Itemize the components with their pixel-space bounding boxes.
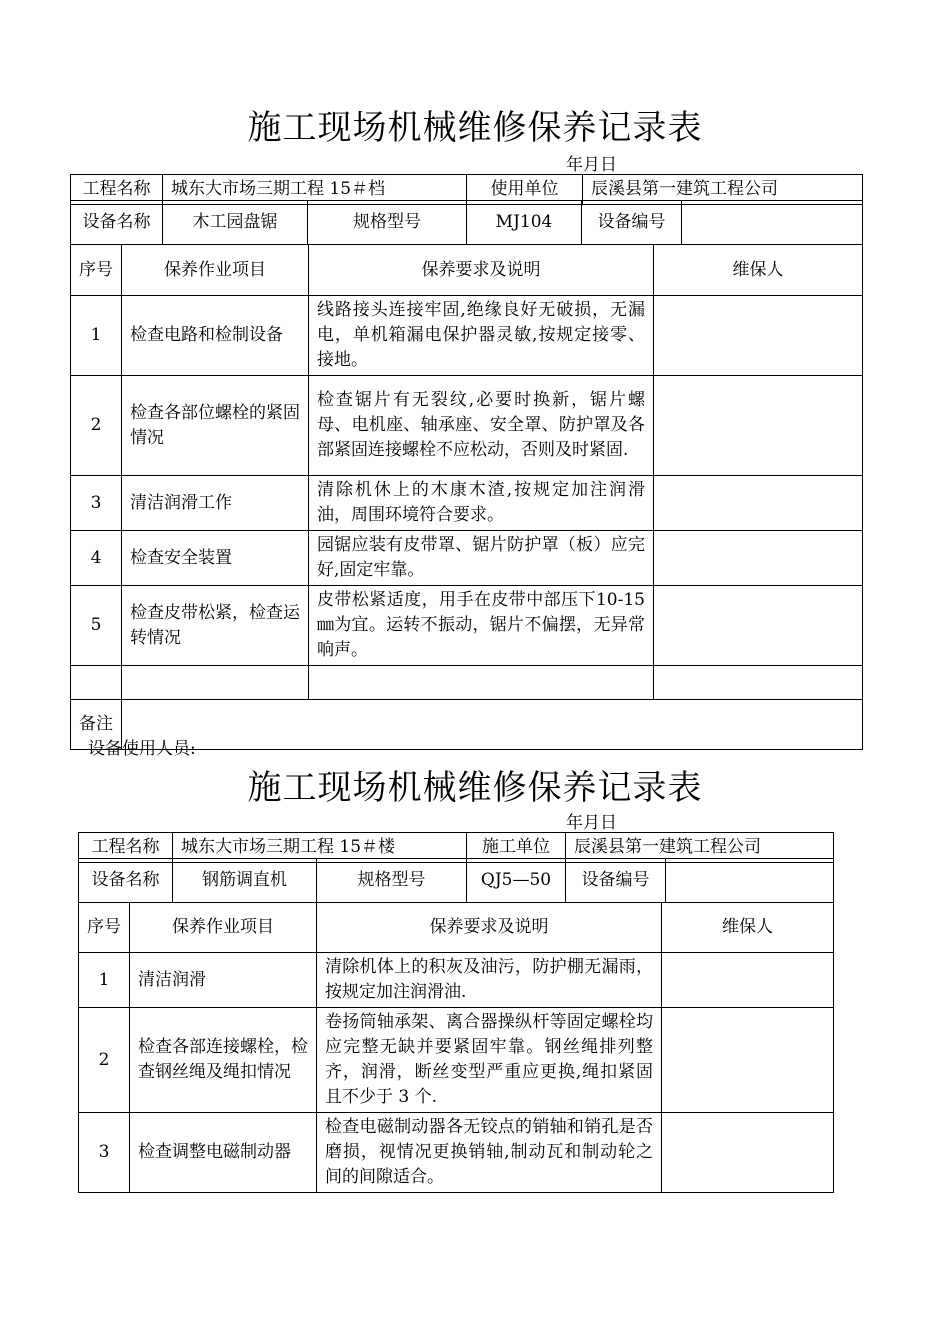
maintainer-cell[interactable] bbox=[662, 1113, 834, 1193]
item-cell: 清洁润滑 bbox=[130, 953, 317, 1008]
form2-date-label: 年月日 bbox=[566, 813, 617, 833]
form2-title: 施工现场机械维修保养记录表 bbox=[247, 768, 703, 808]
item-cell: 检查调整电磁制动器 bbox=[130, 1113, 317, 1193]
table-row bbox=[79, 953, 834, 1008]
user-unit-value: 辰溪县第一建筑工程公司 bbox=[583, 175, 863, 205]
requirement-cell: 清除机体上的积灰及油污，防护棚无漏雨，按规定加注润滑油. bbox=[317, 953, 662, 1008]
seq-cell bbox=[71, 666, 122, 700]
table-row bbox=[71, 666, 863, 700]
requirement-cell: 线路接头连接牢固,绝缘良好无破损，无漏电，单机箱漏电保护器灵敏,按规定接零、接地。 bbox=[309, 296, 654, 376]
table-row bbox=[71, 296, 863, 376]
item-header: 保养作业项目 bbox=[122, 245, 309, 296]
item-cell: 清洁润滑工作 bbox=[122, 476, 309, 531]
spec-model-label: 规格型号 bbox=[308, 201, 467, 245]
form2-device-table bbox=[78, 858, 834, 903]
device-operator-label: 设备使用人员: bbox=[88, 739, 196, 759]
device-name-label: 设备名称 bbox=[71, 201, 163, 245]
table-row bbox=[71, 376, 863, 476]
item-header: 保养作业项目 bbox=[130, 903, 317, 953]
spec-model-value: QJ5—50 bbox=[467, 859, 566, 903]
project-name-label: 工程名称 bbox=[71, 175, 163, 205]
table-row bbox=[71, 476, 863, 531]
device-name-value: 钢筋调直机 bbox=[173, 859, 317, 903]
project-name-label: 工程名称 bbox=[79, 833, 173, 863]
requirement-cell: 卷扬筒轴承架、离合器操纵杆等固定螺栓均应完整无缺并要紧固牢靠。钢丝绳排列整齐，润滑，断丝变型严重应更换,绳扣紧固且不少于 3 个. bbox=[317, 1008, 662, 1113]
table-row bbox=[79, 1113, 834, 1193]
device-code-label: 设备编号 bbox=[566, 859, 666, 903]
maintainer-cell[interactable] bbox=[654, 296, 863, 376]
table-row bbox=[71, 531, 863, 586]
form1-title: 施工现场机械维修保养记录表 bbox=[247, 108, 703, 148]
seq-cell: 2 bbox=[71, 376, 122, 476]
seq-cell: 2 bbox=[79, 1008, 130, 1113]
maintainer-header: 维保人 bbox=[662, 903, 834, 953]
form1-date-label: 年月日 bbox=[566, 155, 617, 175]
form2-items-table bbox=[78, 902, 834, 1193]
spec-model-label: 规格型号 bbox=[317, 859, 467, 903]
requirement-cell bbox=[309, 666, 654, 700]
item-cell: 检查皮带松紧，检查运转情况 bbox=[122, 586, 309, 666]
user-unit-label: 使用单位 bbox=[467, 175, 583, 205]
form1-items-table bbox=[70, 244, 863, 750]
item-cell bbox=[122, 666, 309, 700]
device-name-label: 设备名称 bbox=[79, 859, 173, 903]
maintainer-header: 维保人 bbox=[654, 245, 863, 296]
table-row bbox=[71, 586, 863, 666]
item-cell: 检查安全装置 bbox=[122, 531, 309, 586]
maintainer-cell[interactable] bbox=[654, 376, 863, 476]
table-row bbox=[79, 1008, 834, 1113]
seq-header: 序号 bbox=[79, 903, 130, 953]
table-header-row bbox=[71, 245, 863, 296]
maintainer-cell[interactable] bbox=[662, 953, 834, 1008]
seq-cell: 1 bbox=[79, 953, 130, 1008]
seq-cell: 3 bbox=[71, 476, 122, 531]
table-header-row bbox=[79, 903, 834, 953]
requirement-cell: 检查锯片有无裂纹,必要时换新，锯片螺母、电机座、轴承座、安全罩、防护罩及各部紧固连接螺栓不应松动，否则及时紧固. bbox=[309, 376, 654, 476]
maintainer-cell[interactable] bbox=[662, 1008, 834, 1113]
requirement-cell: 皮带松紧适度，用手在皮带中部压下10-15㎜为宜。运转不振动，锯片不偏摆，无异常响声。 bbox=[309, 586, 654, 666]
requirement-cell: 检查电磁制动器各无铰点的销轴和销孔是否磨损，视情况更换销轴,制动瓦和制动轮之间的间隙适合。 bbox=[317, 1113, 662, 1193]
seq-cell: 1 bbox=[71, 296, 122, 376]
construction-unit-value: 辰溪县第一建筑工程公司 bbox=[566, 833, 834, 863]
device-code-value bbox=[666, 859, 834, 903]
seq-header: 序号 bbox=[71, 245, 122, 296]
item-cell: 检查各部连接螺栓，检查钢丝绳及绳扣情况 bbox=[130, 1008, 317, 1113]
remarks-label: 备注 bbox=[71, 700, 122, 750]
item-cell: 检查各部位螺栓的紧固情况 bbox=[122, 376, 309, 476]
device-code-value bbox=[682, 201, 863, 245]
maintainer-cell[interactable] bbox=[654, 476, 863, 531]
requirement-header: 保养要求及说明 bbox=[317, 903, 662, 953]
device-code-label: 设备编号 bbox=[582, 201, 682, 245]
seq-cell: 4 bbox=[71, 531, 122, 586]
spec-model-value: MJ104 bbox=[467, 201, 582, 245]
project-name-value: 城东大市场三期工程 15＃档 bbox=[163, 175, 467, 205]
maintainer-cell[interactable] bbox=[654, 531, 863, 586]
requirement-cell: 园锯应装有皮带罩、锯片防护罩（板）应完好,固定牢靠。 bbox=[309, 531, 654, 586]
seq-cell: 3 bbox=[79, 1113, 130, 1193]
construction-unit-label: 施工单位 bbox=[467, 833, 566, 863]
maintainer-cell[interactable] bbox=[654, 586, 863, 666]
requirement-cell: 清除机休上的木康木渣,按规定加注润滑油，周围环境符合要求。 bbox=[309, 476, 654, 531]
maintainer-cell[interactable] bbox=[654, 666, 863, 700]
item-cell: 检查电路和检制设备 bbox=[122, 296, 309, 376]
remarks-value[interactable] bbox=[122, 700, 863, 750]
seq-cell: 5 bbox=[71, 586, 122, 666]
requirement-header: 保养要求及说明 bbox=[309, 245, 654, 296]
project-name-value: 城东大市场三期工程 15＃楼 bbox=[173, 833, 467, 863]
device-name-value: 木工园盘锯 bbox=[163, 201, 308, 245]
form1-device-table bbox=[70, 200, 863, 245]
